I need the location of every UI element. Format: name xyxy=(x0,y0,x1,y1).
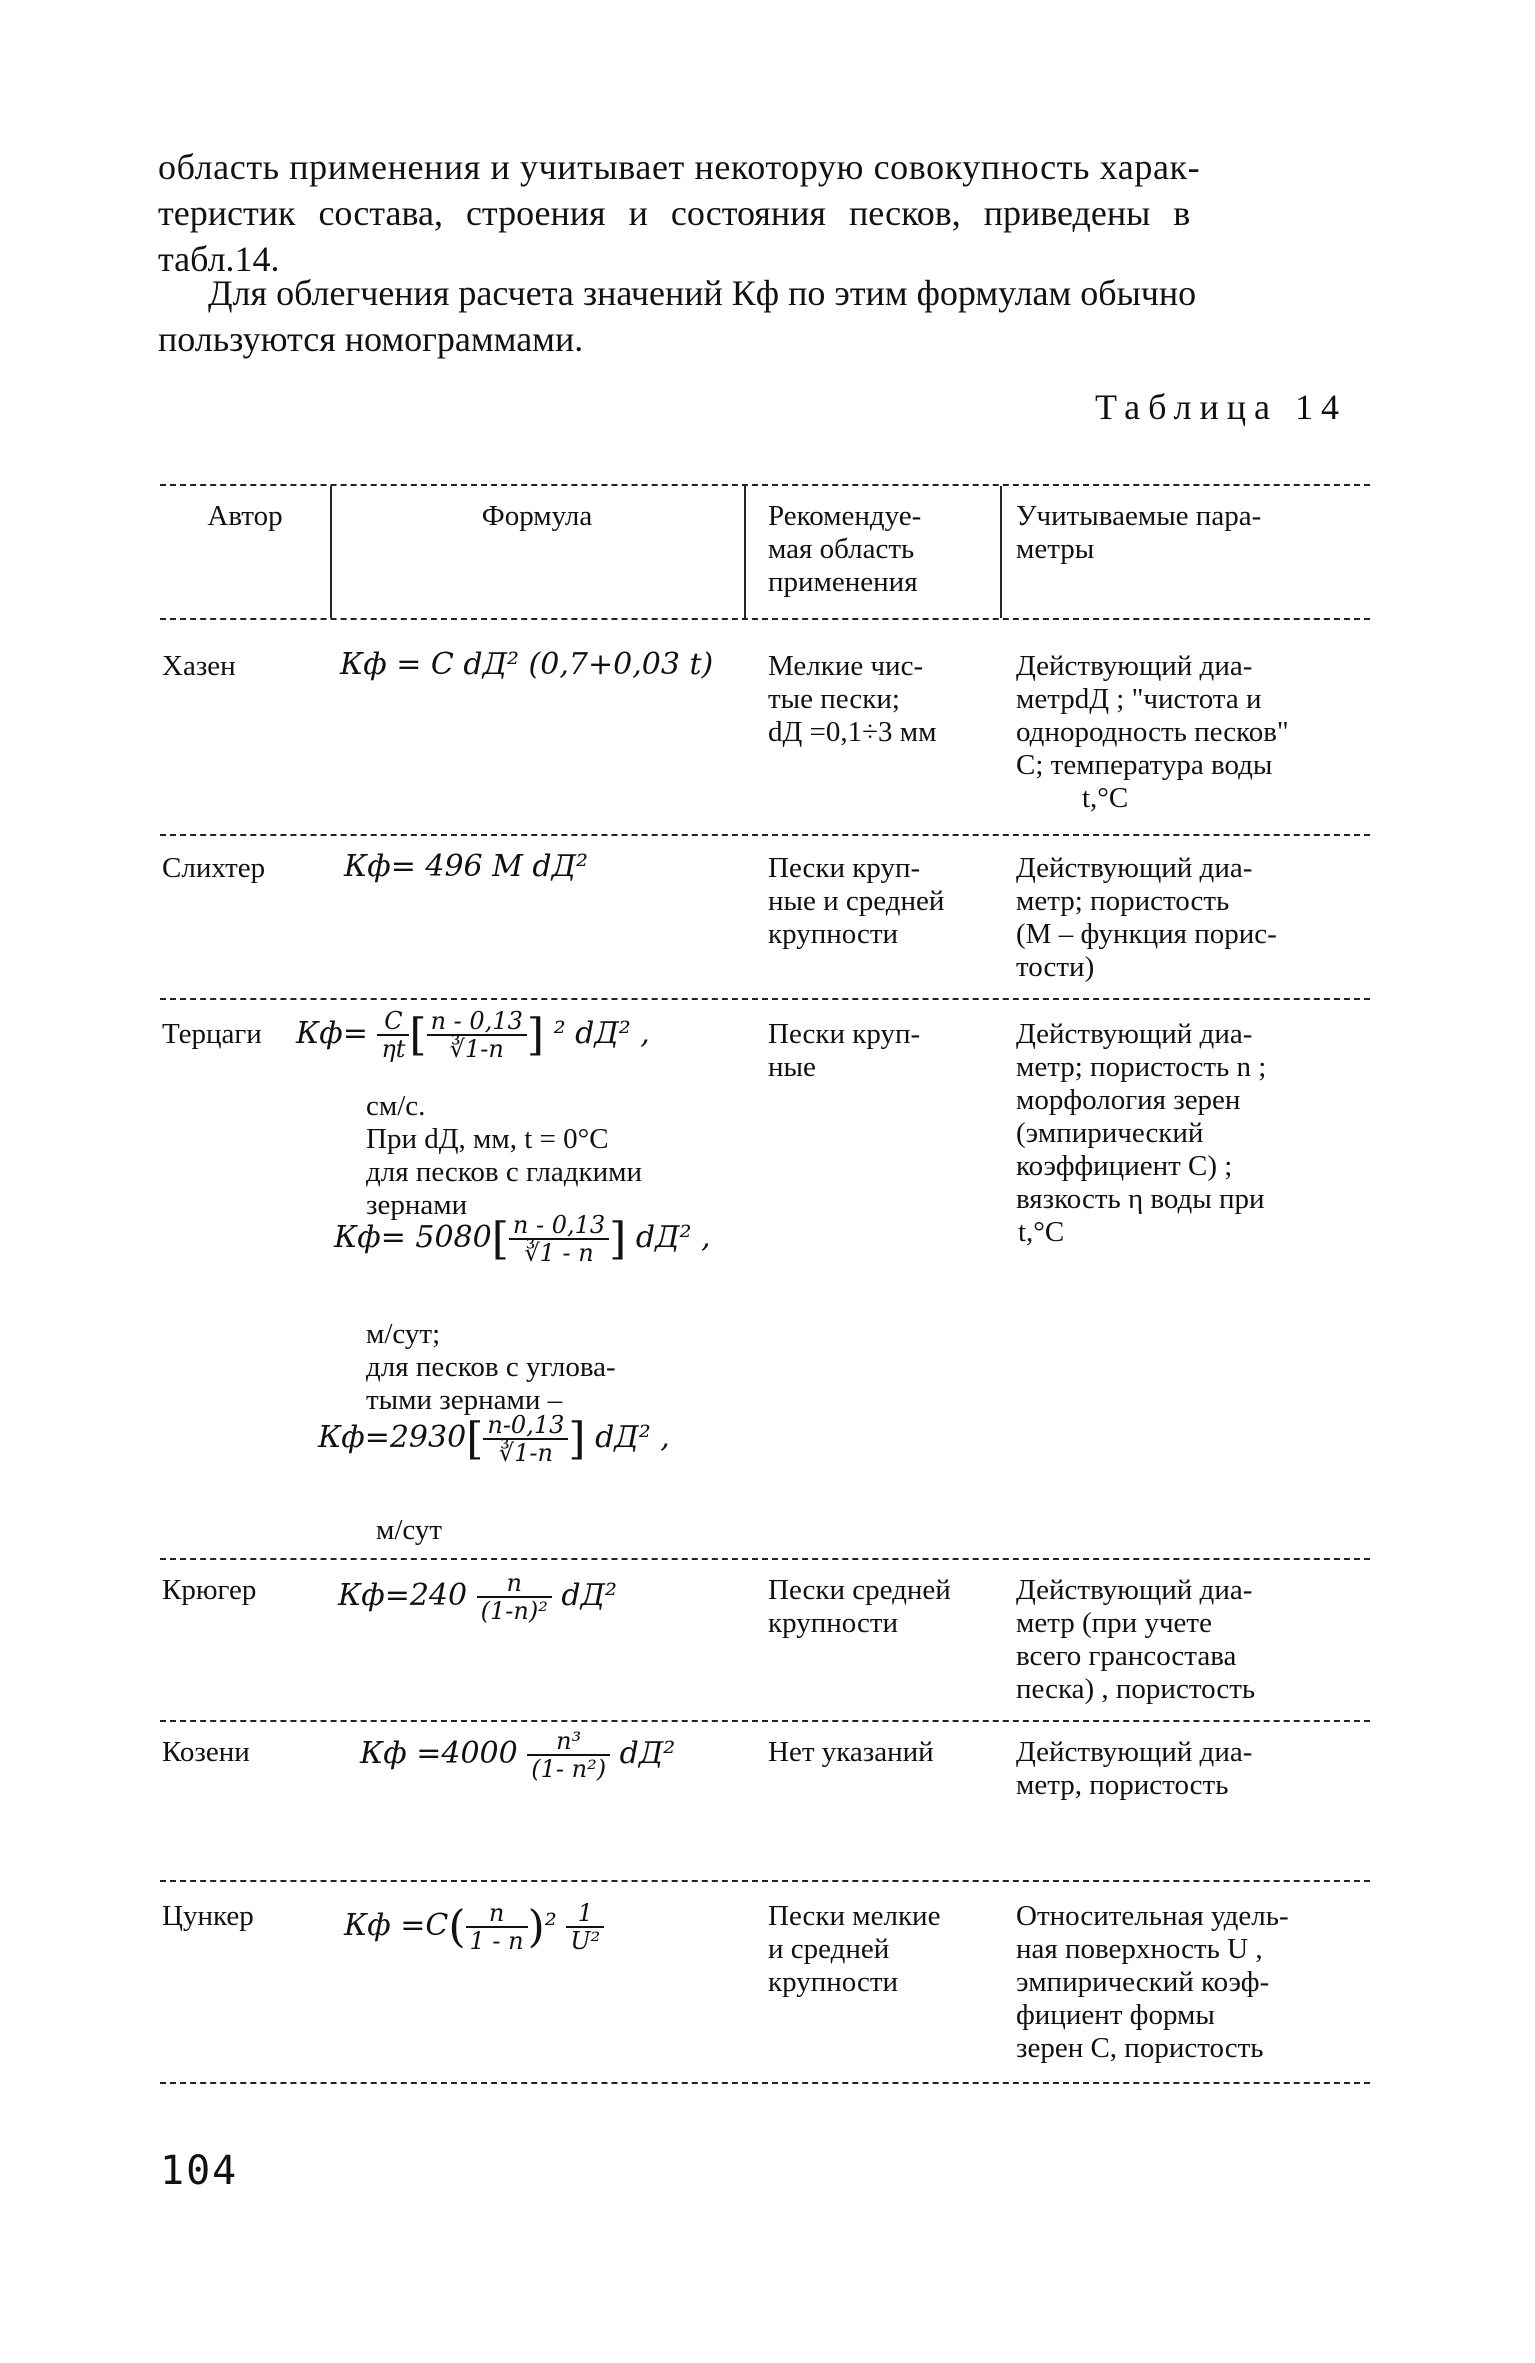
area-line: Мелкие чис- xyxy=(768,650,924,682)
area-cell xyxy=(768,1736,934,1769)
params-line: Действующий диа- xyxy=(1016,1574,1253,1606)
formula-fraction xyxy=(483,1412,568,1466)
area-cell xyxy=(768,1574,951,1640)
header-line: применения xyxy=(768,566,918,598)
fraction-numerator: n - 0,13 xyxy=(509,1212,609,1240)
formula-note-line: При dД, мм, t = 0°C xyxy=(366,1123,609,1155)
intro-paragraph-2 xyxy=(158,270,1358,362)
formula-tail: dД² xyxy=(561,1578,618,1613)
header-line: метры xyxy=(1016,533,1095,565)
formula-exponent: ² xyxy=(544,1908,557,1943)
fraction-denominator: (1- n²) xyxy=(531,1755,607,1783)
area-cell xyxy=(768,1018,920,1084)
fraction-numerator: n xyxy=(477,1570,552,1598)
params-line: тости) xyxy=(1016,951,1095,983)
formula-tail: dД² , xyxy=(635,1220,711,1255)
params-line: эмпирический коэф- xyxy=(1016,1966,1270,1998)
formula-lead: Кф=240 xyxy=(338,1578,468,1613)
fraction-denominator: ∛1-n xyxy=(498,1439,553,1467)
area-line: и средней xyxy=(768,1933,890,1965)
author-cell: Терцаги xyxy=(162,1018,262,1050)
params-line: метр (при учете xyxy=(1016,1607,1212,1639)
params-line: Действующий диа- xyxy=(1016,852,1253,884)
text-line: табл.14. xyxy=(158,239,280,279)
area-line: ные xyxy=(768,1051,816,1083)
formula-fraction xyxy=(566,1900,604,1954)
params-cell xyxy=(1016,852,1277,984)
area-line: Пески круп- xyxy=(768,852,921,884)
fraction-numerator: C xyxy=(377,1008,409,1036)
formula-note xyxy=(366,1318,616,1417)
params-line: Относительная удель- xyxy=(1016,1900,1289,1932)
params-cell xyxy=(1016,1574,1255,1706)
formula-hazen: Кф = C dД² (0,7+0,03 t) xyxy=(340,647,714,682)
header-line: Учитываемые пара- xyxy=(1016,500,1262,532)
fraction-denominator: ηt xyxy=(381,1035,406,1063)
author-cell: Слихтер xyxy=(162,852,266,884)
params-line: Действующий диа- xyxy=(1016,1736,1253,1768)
header-area xyxy=(768,500,921,599)
formula-note-line: для песков с гладкими xyxy=(366,1156,642,1188)
area-line: ные и средней xyxy=(768,885,945,917)
area-line: Нет указаний xyxy=(768,1736,934,1768)
fraction-numerator: n - 0,13 xyxy=(427,1008,527,1036)
params-line: песка) , пористость xyxy=(1016,1673,1256,1705)
area-line: Пески средней xyxy=(768,1574,951,1606)
params-line: фициент формы xyxy=(1016,1999,1215,2031)
params-cell xyxy=(1016,650,1289,815)
formula-fraction xyxy=(427,1008,527,1062)
fraction-denominator: ∛1-n xyxy=(449,1035,504,1063)
text-line: область применения и учитывает некоторую совокупность харак- xyxy=(158,147,1201,187)
formula-tail: dД² , xyxy=(595,1420,670,1455)
header-column-divider xyxy=(744,486,746,618)
formula-tail: ² dД² , xyxy=(553,1016,650,1051)
params-line: t,°C xyxy=(1018,1216,1065,1248)
table-caption: Таблица 14 xyxy=(1095,387,1347,427)
params-line: ная поверхность U , xyxy=(1016,1933,1263,1965)
area-cell xyxy=(768,1900,940,1999)
formula-note: м/сут xyxy=(376,1514,443,1546)
params-line: C; температура воды xyxy=(1016,749,1273,781)
formula-lead: Кф =4000 xyxy=(360,1736,518,1771)
fraction-numerator: n³ xyxy=(527,1728,610,1756)
params-line: метр, пористость xyxy=(1016,1769,1229,1801)
formula-fraction xyxy=(377,1008,409,1062)
intro-paragraph-1 xyxy=(158,144,1358,282)
params-line: всего грансостава xyxy=(1016,1640,1237,1672)
row-divider xyxy=(160,998,1370,1000)
header-line: Рекомендуе- xyxy=(768,500,922,532)
params-line: однородность песков" xyxy=(1016,716,1289,748)
params-line: Действующий диа- xyxy=(1016,1018,1253,1050)
fraction-numerator: n-0,13 xyxy=(483,1412,568,1440)
formula-fraction xyxy=(466,1900,528,1954)
formula-slichter: Кф= 496 M dД² xyxy=(344,849,589,884)
formula-note-line: тыми зернами – xyxy=(366,1384,563,1416)
params-line: (M – функция порис- xyxy=(1016,918,1277,950)
area-line: тые пески; xyxy=(768,683,900,715)
author-cell: Крюгер xyxy=(162,1574,257,1606)
row-divider xyxy=(160,834,1370,836)
params-cell xyxy=(1016,1900,1289,2065)
header-line: мая область xyxy=(768,533,915,565)
params-cell xyxy=(1016,1736,1252,1802)
formula-lead: Кф= 5080 xyxy=(334,1220,492,1255)
fraction-numerator: 1 xyxy=(566,1900,604,1928)
fraction-denominator: (1-n)² xyxy=(480,1597,548,1625)
header-params xyxy=(1016,500,1261,566)
area-line: крупности xyxy=(768,918,899,950)
formula-kruger xyxy=(338,1570,617,1624)
formula-terzaghi-1: Кф= $\frac{C}{\eta t}$ [ $\frac{n - 0,13}{∛1-n}$ ] ² dД² , xyxy=(296,1007,650,1063)
formula-note-line: зернами xyxy=(366,1189,468,1221)
header-column-divider xyxy=(1000,486,1002,618)
formula-lead: Кф= xyxy=(296,1016,368,1051)
params-line: t,°C xyxy=(1082,782,1129,814)
formula-terzaghi-2: Кф= 5080[ $\frac{n - 0,13}{∛1 - n}$ ] dД² , xyxy=(334,1211,711,1267)
area-line: крупности xyxy=(768,1966,899,1998)
area-line: dД =0,1÷3 мм xyxy=(768,716,937,748)
fraction-denominator: U² xyxy=(570,1927,601,1955)
page-number: 104 xyxy=(160,2148,239,2194)
formula-fraction xyxy=(477,1570,552,1624)
params-line: морфология зерен xyxy=(1016,1084,1241,1116)
table-bottom-rule xyxy=(160,2082,1370,2084)
params-cell xyxy=(1016,1018,1266,1249)
params-line: метр; пористость n ; xyxy=(1016,1051,1267,1083)
table-top-rule xyxy=(160,484,1370,486)
text-line: пользуются номограммами. xyxy=(158,319,584,359)
formula-lead: Кф =C xyxy=(344,1908,449,1943)
area-cell xyxy=(768,650,937,749)
params-line: (эмпирический xyxy=(1016,1117,1204,1149)
formula-note-line: м/сут; xyxy=(366,1318,441,1350)
text-line: Для облегчения расчета значений Кф по этим формулам обычно xyxy=(208,273,1197,313)
text-line: теристик состава, строения и состояния песков, приведены в xyxy=(158,193,1191,233)
row-divider xyxy=(160,1880,1370,1882)
row-divider xyxy=(160,1720,1370,1722)
formula-fraction xyxy=(527,1728,610,1782)
fraction-denominator: ∛1 - n xyxy=(524,1239,594,1267)
author-cell: Козени xyxy=(162,1736,250,1768)
header-author: Автор xyxy=(207,500,283,532)
author-cell: Хазен xyxy=(162,650,236,682)
area-line: Пески круп- xyxy=(768,1018,921,1050)
header-bottom-rule xyxy=(160,618,1370,620)
fraction-numerator: n xyxy=(466,1900,528,1928)
formula-tail: dД² xyxy=(619,1736,676,1771)
params-line: метр; пористость xyxy=(1016,885,1230,917)
formula-note-line: для песков с углова- xyxy=(366,1351,616,1383)
formula-fraction xyxy=(509,1212,609,1266)
formula-note xyxy=(366,1090,642,1222)
row-divider xyxy=(160,1558,1370,1560)
area-line: крупности xyxy=(768,1607,899,1639)
formula-note-line: см/с. xyxy=(366,1090,426,1122)
area-line: Пески мелкие xyxy=(768,1900,941,1932)
formula-kozeny xyxy=(360,1728,675,1782)
formula-terzaghi-3: Кф=2930[ $\frac{n-0,13}{∛1-n}$ ] dД² , xyxy=(318,1411,670,1467)
formula-zunker: Кф =C( $\frac{n}{1 - n}$ )² $\frac{1}{\text{U²}}$ xyxy=(344,1900,604,1954)
params-line: зерен C, пористость xyxy=(1016,2032,1264,2064)
params-line: метрdД ; "чистота и xyxy=(1016,683,1262,715)
fraction-denominator: 1 - n xyxy=(469,1927,524,1955)
formula-lead: Кф=2930 xyxy=(318,1420,467,1455)
params-line: коэффициент C) ; xyxy=(1016,1150,1233,1182)
params-line: вязкость η воды при xyxy=(1016,1183,1265,1215)
author-cell: Цункер xyxy=(162,1900,254,1932)
params-line: Действующий диа- xyxy=(1016,650,1253,682)
area-cell xyxy=(768,852,944,951)
header-formula: Формула xyxy=(481,500,593,532)
